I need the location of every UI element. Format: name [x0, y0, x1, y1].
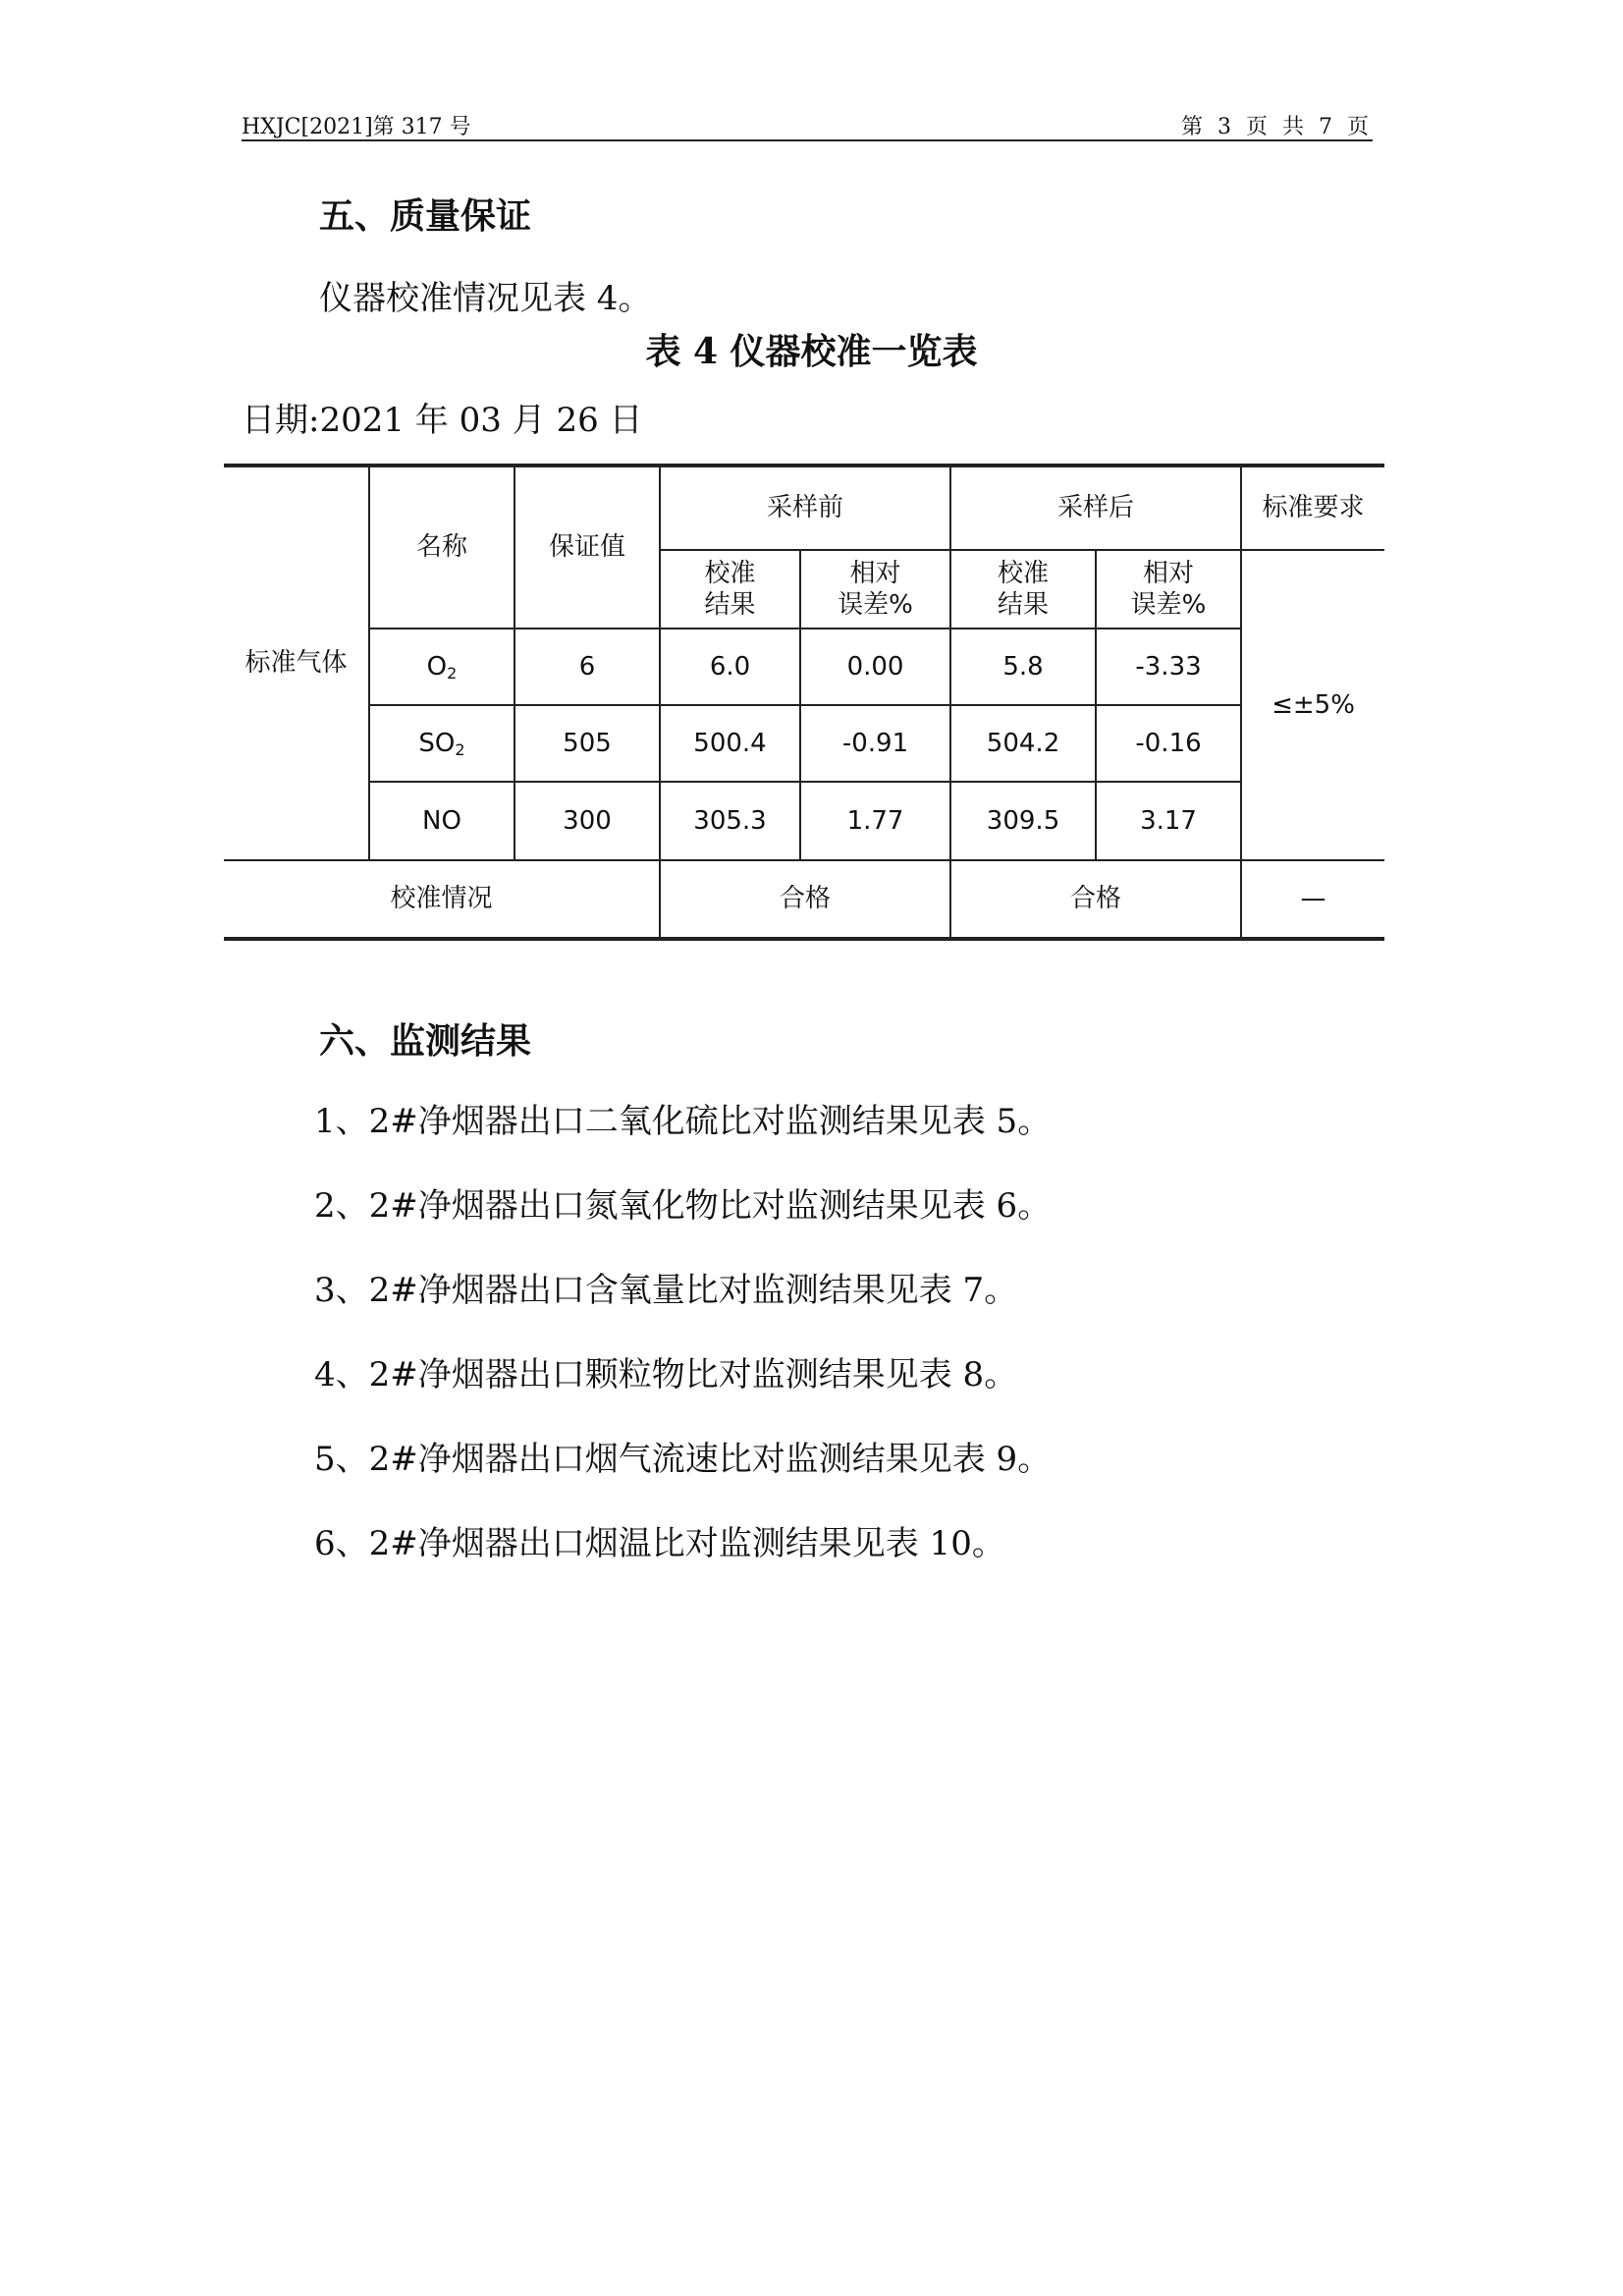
after-result: 504.2 [950, 705, 1096, 782]
section-title-results: 六、监测结果 [319, 1021, 532, 1062]
status-row [224, 860, 1384, 939]
list-item: 5、2#净烟器出口烟气流速比对监测结果见表 9。 [314, 1440, 1052, 1479]
before-result: 6.0 [660, 629, 800, 705]
guarantee-value: 300 [514, 782, 660, 860]
guarantee-value: 505 [514, 705, 660, 782]
after-error: 3.17 [1096, 782, 1241, 860]
before-error: 1.77 [800, 782, 950, 860]
before-result: 305.3 [660, 782, 800, 860]
before-error: 0.00 [800, 629, 950, 705]
list-item: 2、2#净烟器出口氮氧化物比对监测结果见表 6。 [314, 1186, 1052, 1226]
guarantee-value: 6 [514, 629, 660, 705]
header-guarantee: 保证值 [514, 465, 660, 629]
subheader-after-result: 校准 结果 [950, 550, 1096, 629]
before-result: 500.4 [660, 705, 800, 782]
status-standard: — [1241, 860, 1384, 939]
calibration-table [224, 464, 1384, 941]
gas-name: $O_2$ [369, 629, 514, 705]
after-result: 309.5 [950, 782, 1096, 860]
after-error: -0.16 [1096, 705, 1241, 782]
table-row [224, 782, 1384, 860]
status-after: 合格 [950, 860, 1241, 939]
after-result: 5.8 [950, 629, 1096, 705]
list-item: 3、2#净烟器出口含氧量比对监测结果见表 7。 [314, 1271, 1018, 1310]
status-label: 校准情况 [224, 860, 660, 939]
table-row [224, 629, 1384, 705]
section-title-quality: 五、质量保证 [319, 196, 532, 237]
standard-value: ≤±5% [1241, 550, 1384, 860]
subheader-after-error: 相对 误差% [1096, 550, 1241, 629]
page-header [242, 106, 1373, 141]
list-item: 6、2#净烟器出口烟温比对监测结果见表 10。 [314, 1524, 1005, 1563]
before-error: -0.91 [800, 705, 950, 782]
header-standard: 标准要求 [1241, 465, 1384, 550]
list-item: 4、2#净烟器出口颗粒物比对监测结果见表 8。 [314, 1355, 1018, 1394]
subheader-before-result: 校准 结果 [660, 550, 800, 629]
row-group-label: 标准气体 [224, 465, 369, 860]
header-name: 名称 [369, 465, 514, 629]
gas-name: $SO_2$ [369, 705, 514, 782]
status-before: 合格 [660, 860, 950, 939]
page-indicator: 第 3 页 共 7 页 [1181, 115, 1373, 139]
date-line: 日期:2021 年 03 月 26 日 [242, 401, 643, 440]
list-item: 1、2#净烟器出口二氧化硫比对监测结果见表 5。 [314, 1102, 1052, 1141]
section-intro: 仪器校准情况见表 4。 [319, 279, 652, 318]
gas-name: NO [369, 782, 514, 860]
header-before-sampling: 采样前 [660, 465, 950, 550]
header-after-sampling: 采样后 [950, 465, 1241, 550]
after-error: -3.33 [1096, 629, 1241, 705]
table-row [224, 705, 1384, 782]
table-title: 表 4 仪器校准一览表 [645, 331, 978, 372]
document-number: HXJC[2021]第 317 号 [242, 115, 471, 139]
subheader-before-error: 相对 误差% [800, 550, 950, 629]
